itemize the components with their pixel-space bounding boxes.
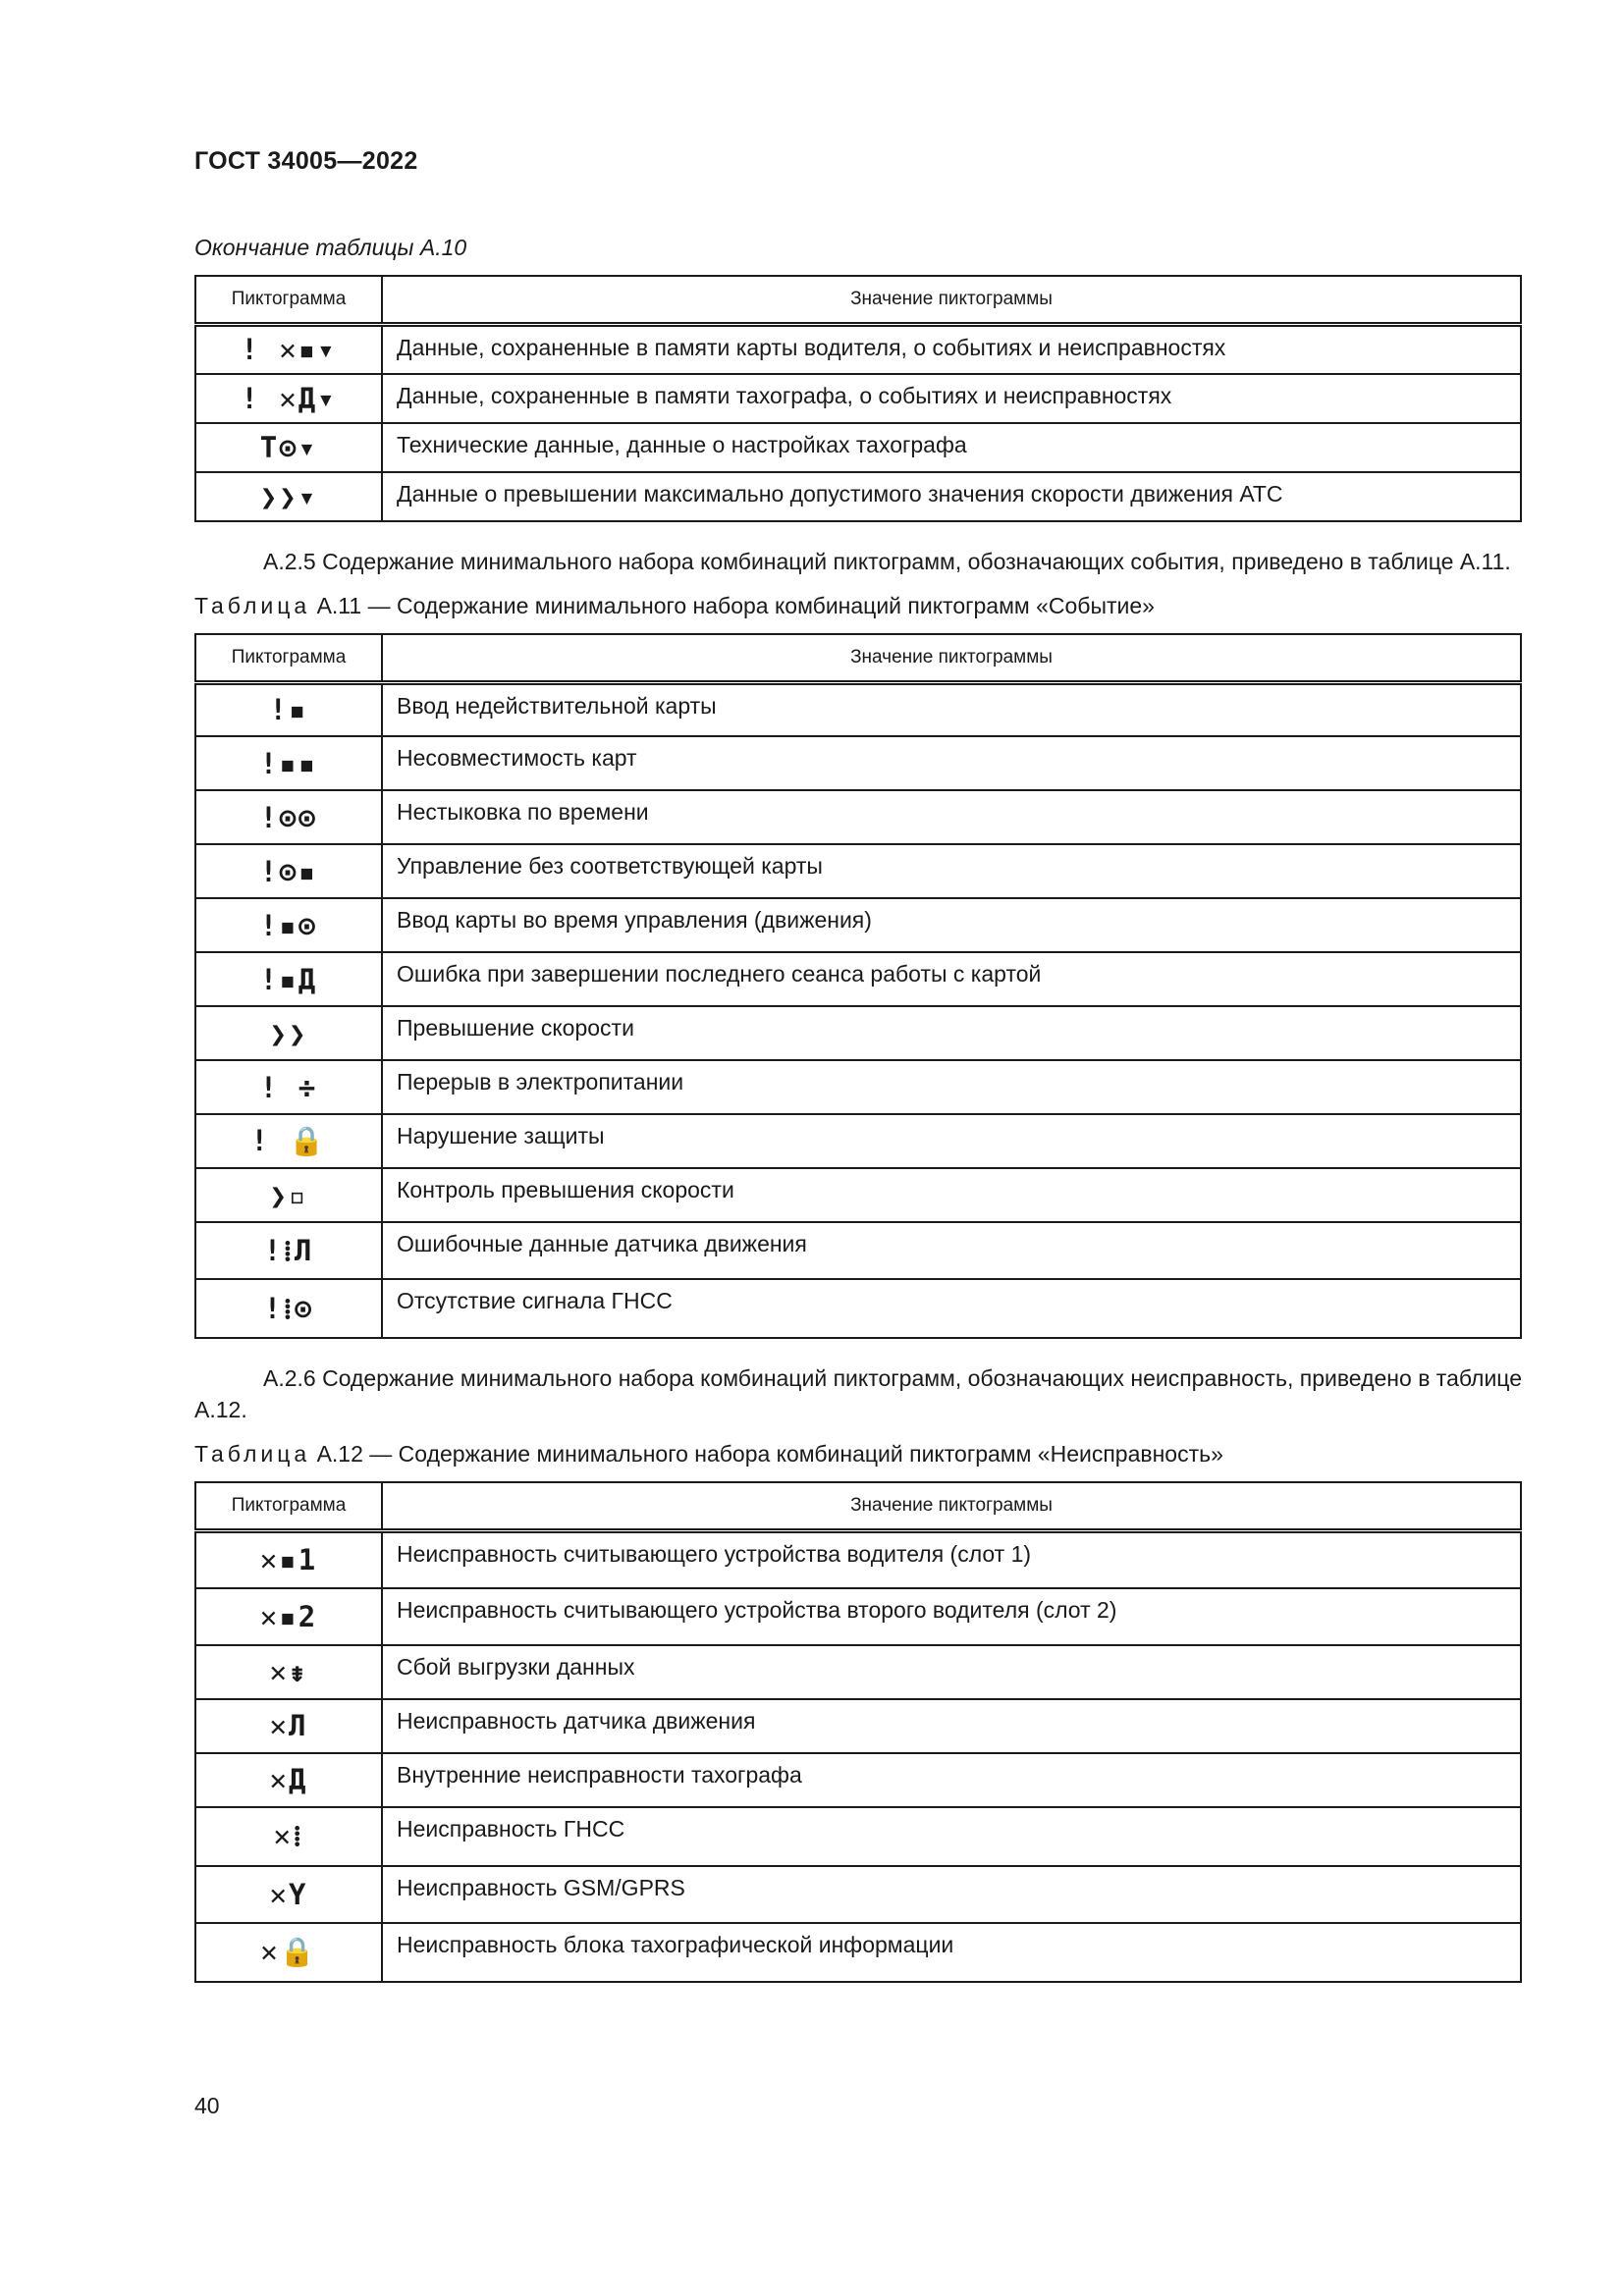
pictogram-icon: ! ✕Д▾ (195, 374, 382, 423)
pictogram-icon: !▪ (195, 682, 382, 736)
pictogram-icon: ! ÷ (195, 1060, 382, 1114)
col-header-pictogram: Пиктограмма (195, 276, 382, 325)
table-caption-text: А.12 — Содержание минимального набора комбинаций пиктограмм «Неисправность» (316, 1441, 1223, 1467)
pictogram-icon: ✕▪2 (195, 1588, 382, 1645)
table-header-row (195, 276, 1521, 325)
col-header-meaning: Значение пиктограммы (382, 634, 1521, 683)
pictogram-meaning: Данные о превышении максимально допустимого значения скорости движения АТС (382, 472, 1521, 521)
table-row (195, 898, 1521, 952)
col-header-pictogram: Пиктограмма (195, 1482, 382, 1531)
document-title: ГОСТ 34005—2022 (194, 147, 418, 175)
pictogram-icon: ❯❯ (195, 1006, 382, 1060)
pictogram-icon: !▪▪ (195, 736, 382, 790)
table-row (195, 1588, 1521, 1645)
pictogram-icon: ✕Y (195, 1866, 382, 1923)
table-row (195, 1645, 1521, 1699)
table-a10-continuation-caption: Окончание таблицы А.10 (194, 235, 467, 260)
col-header-pictogram: Пиктограмма (195, 634, 382, 683)
table-header-row (195, 1482, 1521, 1531)
table-a11-caption (194, 593, 1522, 619)
pictogram-meaning: Неисправность считывающего устройства второго водителя (слот 2) (382, 1588, 1521, 1645)
table-a12 (194, 1481, 1522, 1983)
pictogram-meaning: Нарушение защиты (382, 1114, 1521, 1168)
pictogram-icon: !▪Д (195, 952, 382, 1006)
pictogram-meaning: Неисправность датчика движения (382, 1699, 1521, 1753)
pictogram-icon: !⊙⊙ (195, 790, 382, 844)
pictogram-meaning: Управление без соответствующей карты (382, 844, 1521, 898)
pictogram-icon: !⁞Л (195, 1222, 382, 1279)
page-number: 40 (194, 2093, 220, 2118)
table-row (195, 1222, 1521, 1279)
pictogram-icon: ! ✕▪▾ (195, 325, 382, 374)
pictogram-meaning: Превышение скорости (382, 1006, 1521, 1060)
table-row (195, 1699, 1521, 1753)
pictogram-meaning: Сбой выгрузки данных (382, 1645, 1521, 1699)
pictogram-icon: ✕Л (195, 1699, 382, 1753)
pictogram-icon: ❯❯▾ (195, 472, 382, 521)
col-header-meaning: Значение пиктограммы (382, 1482, 1521, 1531)
table-row (195, 1279, 1521, 1338)
table-row (195, 1168, 1521, 1222)
table-row (195, 736, 1521, 790)
pictogram-meaning: Перерыв в электропитании (382, 1060, 1521, 1114)
table-caption-word: Таблица (194, 592, 311, 618)
pictogram-meaning: Данные, сохраненные в памяти карты водителя, о событиях и неисправностях (382, 325, 1521, 374)
pictogram-icon: !⊙▪ (195, 844, 382, 898)
table-row (195, 423, 1521, 472)
pictogram-meaning: Неисправность ГНСС (382, 1807, 1521, 1866)
table-row (195, 790, 1521, 844)
pictogram-icon: ❯▫ (195, 1168, 382, 1222)
pictogram-icon: T⊙▾ (195, 423, 382, 472)
table-a12-caption (194, 1441, 1522, 1468)
table-row (195, 844, 1521, 898)
table-row (195, 1753, 1521, 1807)
pictogram-meaning: Контроль превышения скорости (382, 1168, 1521, 1222)
pictogram-meaning: Внутренние неисправности тахографа (382, 1753, 1521, 1807)
pictogram-meaning: Данные, сохраненные в памяти тахографа, о событиях и неисправностях (382, 374, 1521, 423)
pictogram-icon: ✕Д (195, 1753, 382, 1807)
pictogram-meaning: Технические данные, данные о настройках тахографа (382, 423, 1521, 472)
table-row (195, 1060, 1521, 1114)
pictogram-icon: ✕🔒 (195, 1923, 382, 1982)
pictogram-icon: !▪⊙ (195, 898, 382, 952)
paragraph-a25: А.2.5 Содержание минимального набора комбинаций пиктограмм, обозначающих события, приведено в таблице А.11. (263, 548, 1511, 574)
pictogram-icon: !⁞⊙ (195, 1279, 382, 1338)
table-caption-word: Таблица (194, 1441, 311, 1467)
pictogram-meaning: Отсутствие сигнала ГНСС (382, 1279, 1521, 1338)
pictogram-meaning: Ошибочные данные датчика движения (382, 1222, 1521, 1279)
paragraph-a26: А.2.6 Содержание минимального набора комбинаций пиктограмм, обозначающих неисправность, приведено в таблице А.12. (194, 1365, 1522, 1422)
table-caption-text: А.11 — Содержание минимального набора комбинаций пиктограмм «Событие» (316, 592, 1155, 618)
table-row (195, 374, 1521, 423)
table-row (195, 472, 1521, 521)
pictogram-meaning: Ввод недействительной карты (382, 682, 1521, 736)
pictogram-meaning: Неисправность блока тахографической информации (382, 1923, 1521, 1982)
table-header-row (195, 634, 1521, 683)
table-row (195, 1114, 1521, 1168)
pictogram-meaning: Неисправность считывающего устройства водителя (слот 1) (382, 1531, 1521, 1588)
pictogram-icon: ✕⇟ (195, 1645, 382, 1699)
document-page (194, 147, 1522, 1983)
pictogram-icon: ! 🔒 (195, 1114, 382, 1168)
pictogram-icon: ✕⁞ (195, 1807, 382, 1866)
table-row (195, 952, 1521, 1006)
table-row (195, 1531, 1521, 1588)
pictogram-icon: ✕▪1 (195, 1531, 382, 1588)
col-header-meaning: Значение пиктограммы (382, 276, 1521, 325)
table-row (195, 1866, 1521, 1923)
table-row (195, 1923, 1521, 1982)
table-row (195, 325, 1521, 374)
table-a10-end (194, 275, 1522, 522)
table-row (195, 1006, 1521, 1060)
pictogram-meaning: Нестыковка по времени (382, 790, 1521, 844)
pictogram-meaning: Неисправность GSM/GPRS (382, 1866, 1521, 1923)
table-row (195, 1807, 1521, 1866)
pictogram-meaning: Несовместимость карт (382, 736, 1521, 790)
pictogram-meaning: Ввод карты во время управления (движения) (382, 898, 1521, 952)
pictogram-meaning: Ошибка при завершении последнего сеанса работы с картой (382, 952, 1521, 1006)
table-a11 (194, 633, 1522, 1340)
table-row (195, 682, 1521, 736)
